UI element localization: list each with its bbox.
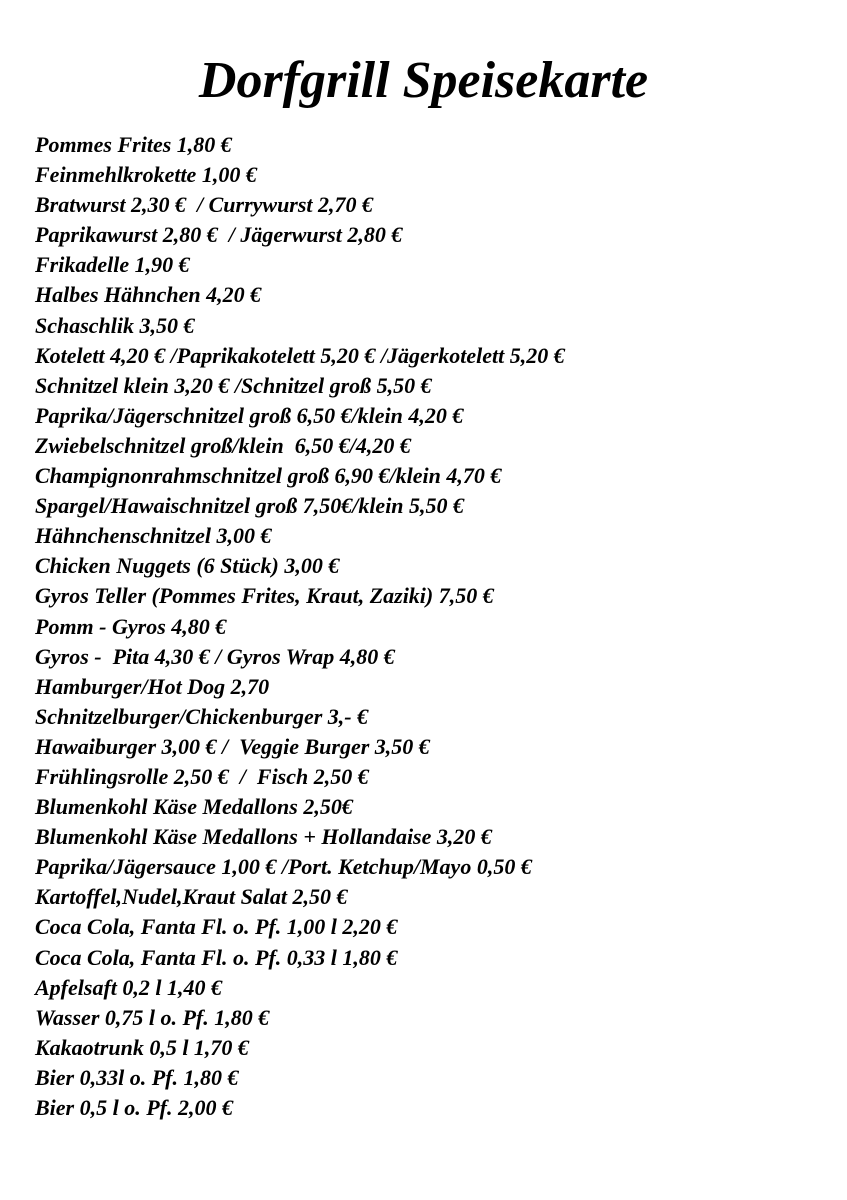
menu-item: Chicken Nuggets (6 Stück) 3,00 € [35, 553, 340, 579]
menu-item: Champignonrahmschnitzel groß 6,90 €/klein 4,70 € [35, 463, 502, 489]
menu-item: Blumenkohl Käse Medallons 2,50€ [35, 794, 353, 820]
menu-item: Feinmehlkrokette 1,00 € [35, 162, 257, 188]
menu-item: Kotelett 4,20 € /Paprikakotelett 5,20 € /Jägerkotelett 5,20 € [35, 342, 565, 368]
menu-item: Coca Cola, Fanta Fl. o. Pf. 0,33 l 1,80 € [35, 944, 398, 970]
menu-item: Gyros - Pita 4,30 € / Gyros Wrap 4,80 € [35, 643, 395, 669]
menu-item: Pommes Frites 1,80 € [35, 132, 232, 157]
menu-item: Kakaotrunk 0,5 l 1,70 € [35, 1034, 249, 1060]
menu-item: Wasser 0,75 l o. Pf. 1,80 € [35, 1004, 270, 1030]
menu-item: Paprika/Jägerschnitzel groß 6,50 €/klein 4,20 € [35, 402, 464, 428]
menu-item: Bratwurst 2,30 € / Currywurst 2,70 € [35, 192, 374, 218]
menu-item: Frühlingsrolle 2,50 € / Fisch 2,50 € [35, 763, 369, 789]
menu-item: Paprika/Jägersauce 1,00 € /Port. Ketchup/Mayo 0,50 € [35, 854, 532, 880]
menu-item: Coca Cola, Fanta Fl. o. Pf. 1,00 l 2,20 € [35, 914, 398, 940]
menu-item: Bier 0,33l o. Pf. 1,80 € [35, 1064, 239, 1090]
menu-item: Bier 0,5 l o. Pf. 2,00 € [35, 1095, 233, 1120]
menu-item: Hähnchenschnitzel 3,00 € [35, 523, 272, 549]
menu-item: Zwiebelschnitzel groß/klein 6,50 €/4,20 € [35, 432, 411, 458]
menu-item: Hawaiburger 3,00 € / Veggie Burger 3,50 € [35, 733, 430, 759]
menu-item: Apfelsaft 0,2 l 1,40 € [35, 974, 222, 1000]
menu-item: Blumenkohl Käse Medallons + Hollandaise 3,20 € [35, 824, 492, 850]
menu-item: Frikadelle 1,90 € [35, 252, 190, 278]
menu-item: Schnitzelburger/Chickenburger 3,- € [35, 703, 369, 729]
menu-item: Hamburger/Hot Dog 2,70 [35, 673, 270, 699]
menu-list [35, 130, 565, 1123]
menu-item: Spargel/Hawaischnitzel groß 7,50€/klein 5,50 € [35, 493, 465, 519]
menu-item: Pomm - Gyros 4,80 € [35, 613, 227, 639]
page-title: Dorfgrill Speisekarte [198, 52, 649, 109]
menu-item: Kartoffel,Nudel,Kraut Salat 2,50 € [35, 884, 348, 910]
menu-item: Schaschlik 3,50 € [35, 312, 195, 338]
menu-item: Halbes Hähnchen 4,20 € [35, 282, 262, 308]
menu-item: Schnitzel klein 3,20 € /Schnitzel groß 5,50 € [35, 372, 432, 398]
menu-item: Paprikawurst 2,80 € / Jägerwurst 2,80 € [35, 222, 403, 248]
menu-item: Gyros Teller (Pommes Frites, Kraut, Zaziki) 7,50 € [35, 583, 494, 609]
